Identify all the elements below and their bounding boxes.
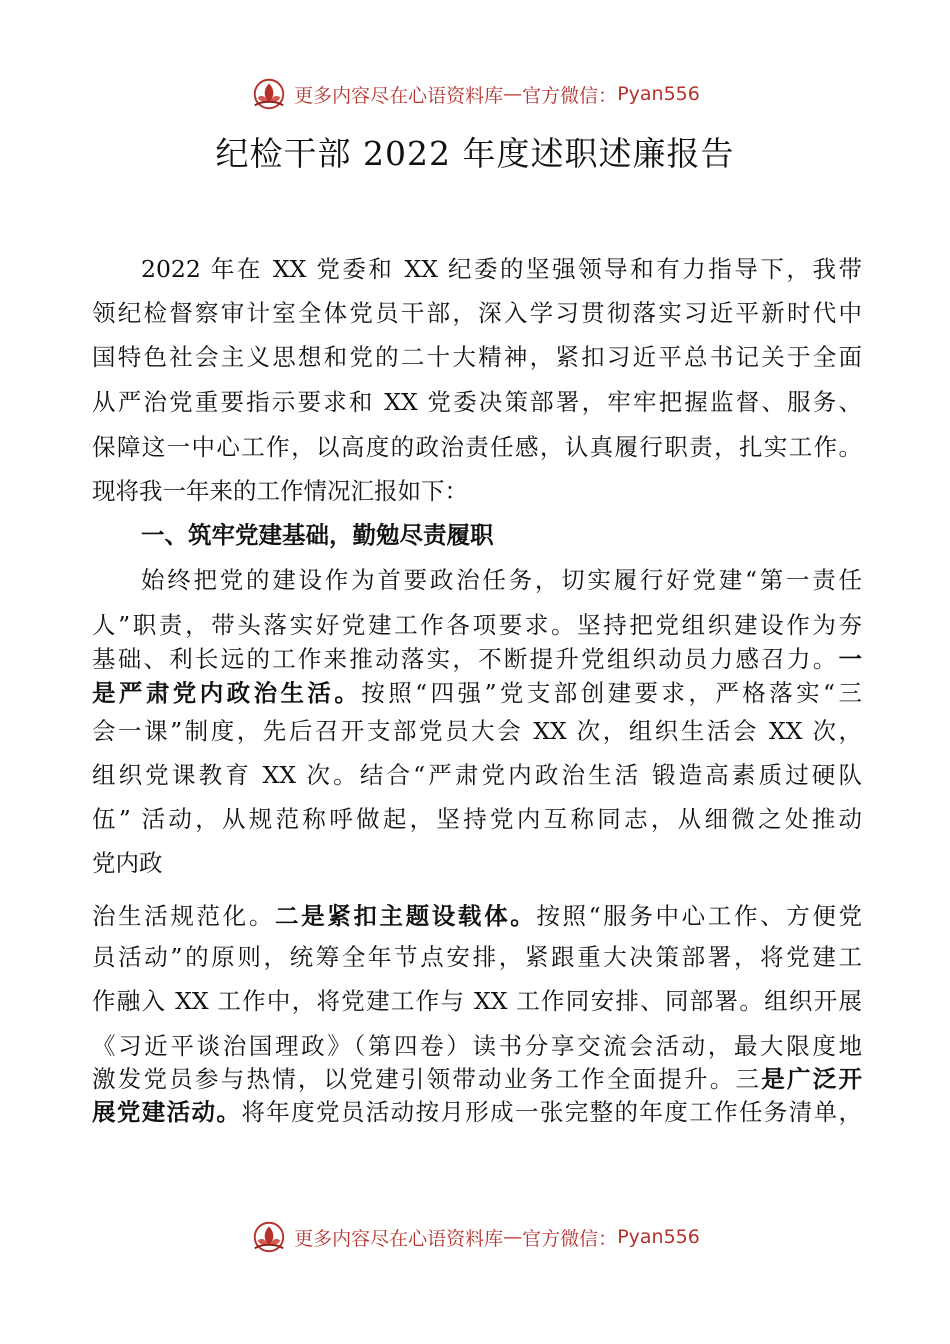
lotus-logo-icon: [250, 75, 288, 113]
body-text: 激发党员参与热情，以党建引领带动业务工作全面提升。三: [92, 1065, 762, 1093]
body-bold-text: 是广泛开: [761, 1065, 862, 1093]
header-banner: [0, 74, 950, 114]
banner-wechat-id: Pyan556: [617, 1226, 700, 1248]
intro-line: 领纪检督察审计室全体党员干部，深入学习贯彻落实习近平新时代中: [92, 299, 862, 327]
banner-text: 更多内容尽在心语资料库: [294, 84, 504, 107]
body-line: 人”职责，带头落实好党建工作各项要求。坚持把党组织建设作为夯: [92, 611, 862, 639]
intro-line: 从严治党重要指示要求和 XX 党委决策部署，牢牢把握监督、服务、: [92, 388, 862, 416]
body-bold-text: 一: [838, 645, 862, 673]
section-heading: 一、筑牢党建基础，勤勉尽责履职: [141, 521, 494, 549]
banner-wechat-id: Pyan556: [617, 83, 700, 105]
body-bold-text: 二是紧扣主题设载体。: [274, 902, 537, 930]
body-text: 将年度党员活动按月形成一张完整的年度工作任务清单，: [241, 1098, 862, 1126]
body-line: 作融入 XX 工作中，将党建工作与 XX 工作同安排、同部署。组织开展: [92, 987, 862, 1015]
body-line: 会一课”制度，先后召开支部党员大会 XX 次，组织生活会 XX 次，: [92, 717, 862, 745]
body-line: 始终把党的建设作为首要政治任务，切实履行好党建“第一责任: [141, 566, 862, 594]
lotus-logo-icon: [250, 1218, 288, 1256]
banner-suffix: 官方微信：: [522, 1227, 618, 1250]
body-text: 基础、利长远的工作来推动落实，不断提升党组织动员力感召力。: [92, 645, 839, 673]
body-line: 伍” 活动，从规范称呼做起，坚持党内互称同志，从细微之处推动: [92, 805, 862, 833]
body-line: 《习近平谈治国理政》（第四卷）读书分享交流会活动，最大限度地: [92, 1032, 862, 1060]
body-bold-text: 展党建活动。: [92, 1098, 242, 1126]
body-bold-text: 是严肃党内政治生活。: [92, 679, 362, 707]
body-text: 按照“服务中心工作、方便党: [536, 902, 862, 930]
body-line: [92, 901, 862, 931]
body-line: [92, 1064, 862, 1094]
banner-separator: —: [503, 1226, 523, 1248]
intro-line: 国特色社会主义思想和党的二十大精神，紧扣习近平总书记关于全面: [92, 343, 862, 371]
body-line: [92, 678, 862, 708]
banner-suffix: 官方微信：: [522, 84, 618, 107]
intro-line: 现将我一年来的工作情况汇报如下：: [92, 477, 468, 505]
intro-line: 保障这一中心工作，以高度的政治责任感，认真履行职责，扎实工作。: [92, 433, 862, 461]
body-line: 组织党课教育 XX 次。结合“严肃党内政治生活 锻造高素质过硬队: [92, 761, 862, 789]
banner-separator: —: [503, 83, 523, 105]
body-line: [92, 644, 862, 674]
page-title: 纪检干部 2022 年度述职述廉报告: [215, 134, 735, 173]
banner-text: 更多内容尽在心语资料库: [294, 1227, 504, 1250]
footer-banner: [0, 1217, 950, 1257]
body-line: 党内政: [92, 849, 163, 877]
body-text: 按照“四强”党支部创建要求，严格落实“三: [361, 679, 862, 707]
intro-line: 2022 年在 XX 党委和 XX 纪委的坚强领导和有力指导下，我带: [141, 255, 862, 283]
body-text: 治生活规范化。: [92, 902, 275, 930]
body-line: 员活动”的原则，统筹全年节点安排，紧跟重大决策部署，将党建工: [92, 943, 862, 971]
body-line: [92, 1097, 862, 1127]
